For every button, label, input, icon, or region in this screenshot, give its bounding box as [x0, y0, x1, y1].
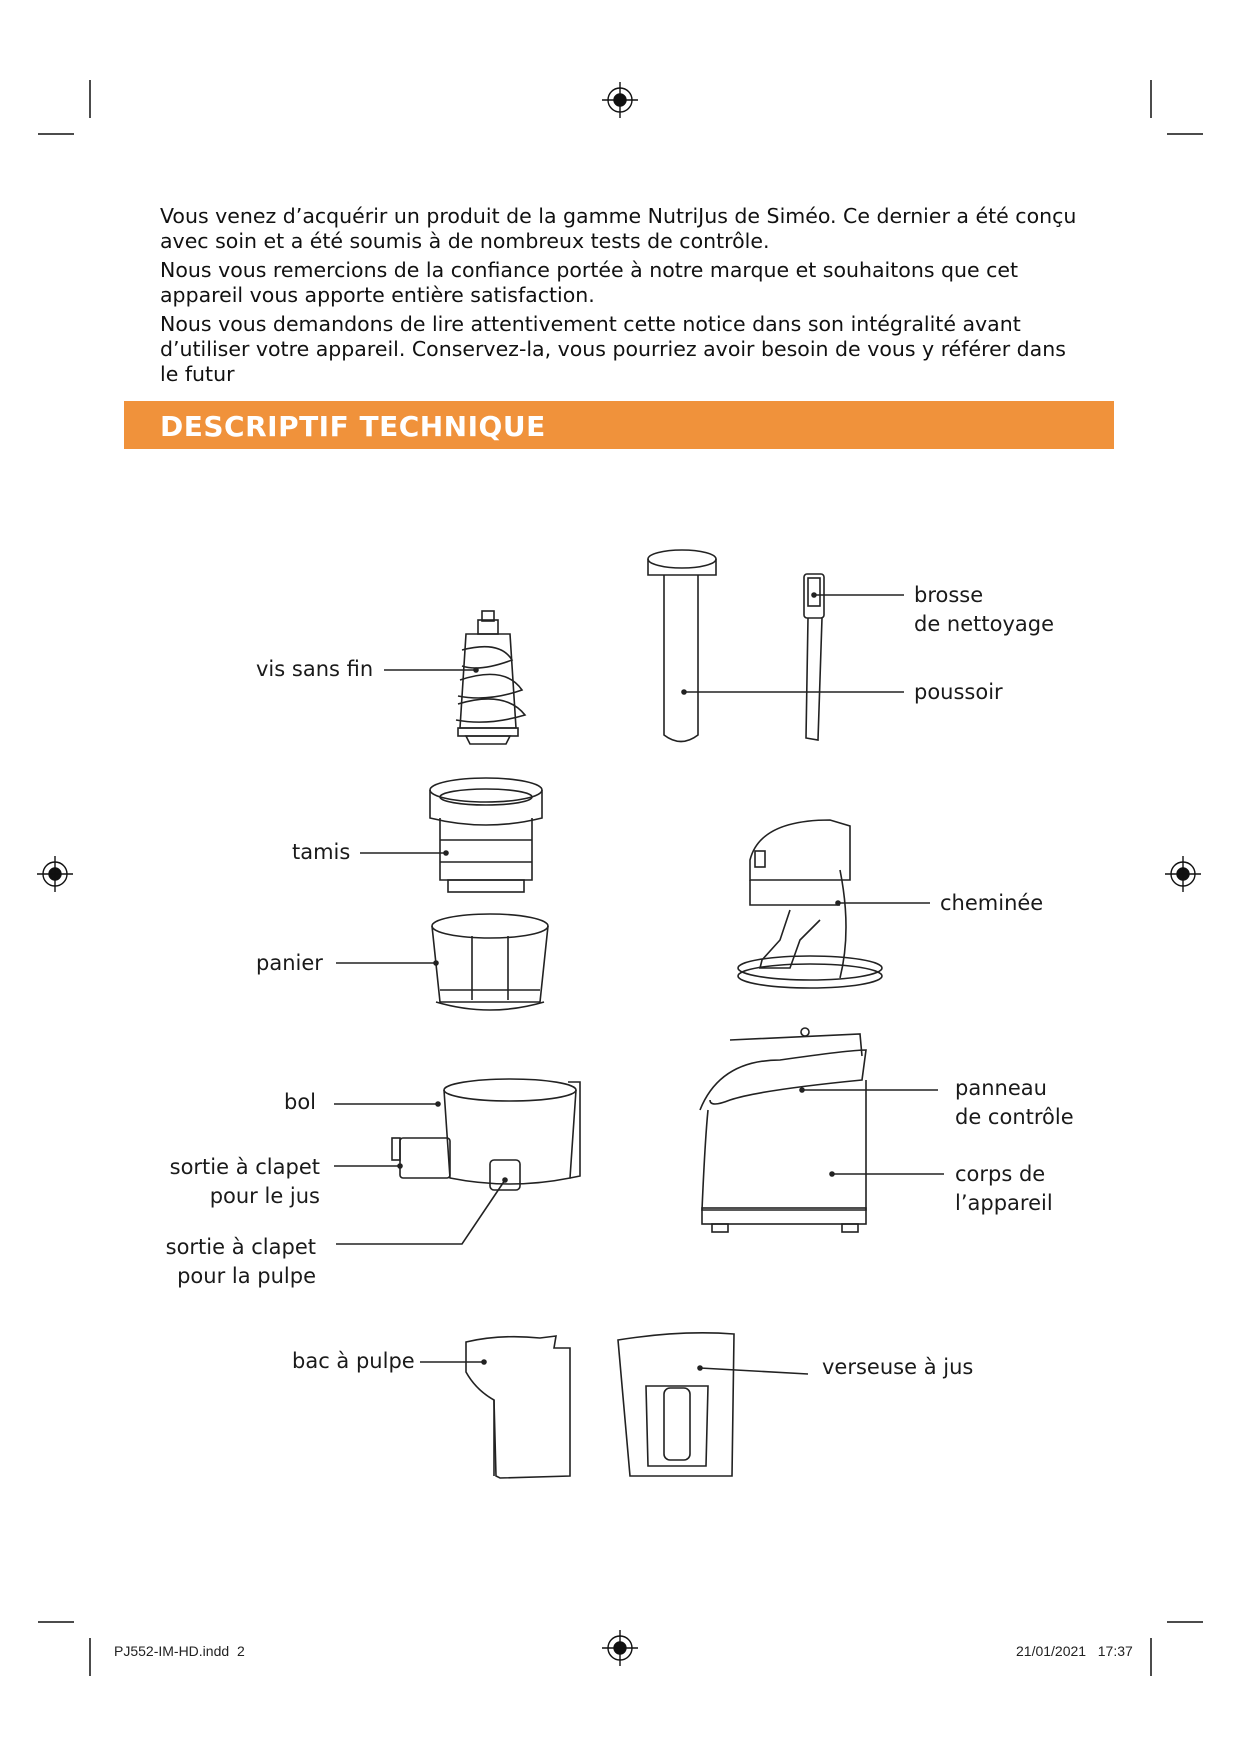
label-sortie-pulpe [146, 1233, 316, 1291]
registration-mark-icon [602, 1630, 638, 1666]
strainer-drawing [430, 778, 542, 892]
registration-mark-icon [37, 856, 73, 892]
label-line: panneau [955, 1076, 1047, 1100]
motor-base-drawing [700, 1028, 866, 1232]
bowl-drawing [392, 1079, 580, 1190]
registration-mark-icon [1165, 856, 1201, 892]
intro-paragraph: Nous vous remercions de la confiance portée à notre marque et souhaitons que cet appareil vous apporte entière satisfaction. [160, 258, 1019, 307]
pulp-container-drawing [466, 1336, 570, 1478]
leader-lines [334, 593, 944, 1374]
section-title: DESCRIPTIF TECHNIQUE [160, 410, 546, 443]
label-panneau [955, 1074, 1074, 1132]
label-line: de contrôle [955, 1105, 1074, 1129]
label-line: pour le jus [209, 1184, 320, 1208]
intro-paragraph: Vous venez d’acquérir un produit de la gamme NutriJus de Siméo. Ce dernier a été conçu avec soin et a été soumis à de nombreux tests de contrôle. [160, 204, 1077, 253]
intro-text [160, 204, 1090, 391]
label-tamis: tamis [292, 840, 351, 864]
label-poussoir: poussoir [914, 680, 1003, 704]
label-line: pour la pulpe [177, 1264, 316, 1288]
intro-paragraph: Nous vous demandons de lire attentivement cette notice dans son intégralité avant d’utiliser votre appareil. Conservez-la, vous pourriez avoir besoin de vous y référer dans le futur [160, 312, 1066, 386]
juice-jug-drawing [618, 1333, 734, 1476]
label-bac-a-pulpe: bac à pulpe [292, 1349, 415, 1373]
footer-file [114, 1643, 245, 1659]
chute-drawing [738, 820, 882, 988]
footer-date: 21/01/2021 [1016, 1643, 1087, 1659]
label-bol: bol [284, 1090, 317, 1114]
section-header-band [124, 401, 1114, 449]
footer-filename: PJ552-IM-HD.indd [114, 1643, 230, 1659]
label-line: corps de [955, 1162, 1046, 1186]
label-line: sortie à clapet [165, 1235, 316, 1259]
brush-drawing [804, 574, 824, 740]
label-line: sortie à clapet [169, 1155, 320, 1179]
label-vis-sans-fin: vis sans fin [256, 657, 374, 681]
label-line: brosse [914, 583, 984, 607]
auger-drawing [456, 611, 525, 744]
label-sortie-jus [150, 1153, 320, 1211]
footer-page-number: 2 [236, 1643, 245, 1659]
label-corps [955, 1160, 1053, 1218]
registration-mark-icon [602, 82, 638, 118]
label-verseuse: verseuse à jus [822, 1355, 974, 1379]
footer-timestamp [1016, 1643, 1133, 1659]
label-panier: panier [256, 951, 323, 975]
basket-drawing [432, 914, 548, 1010]
label-line: de nettoyage [914, 612, 1055, 636]
pusher-drawing [648, 550, 716, 742]
label-cheminee: cheminée [940, 891, 1044, 915]
label-brosse [914, 581, 1054, 639]
footer-time: 17:37 [1097, 1643, 1133, 1659]
label-line: l’appareil [955, 1191, 1053, 1215]
